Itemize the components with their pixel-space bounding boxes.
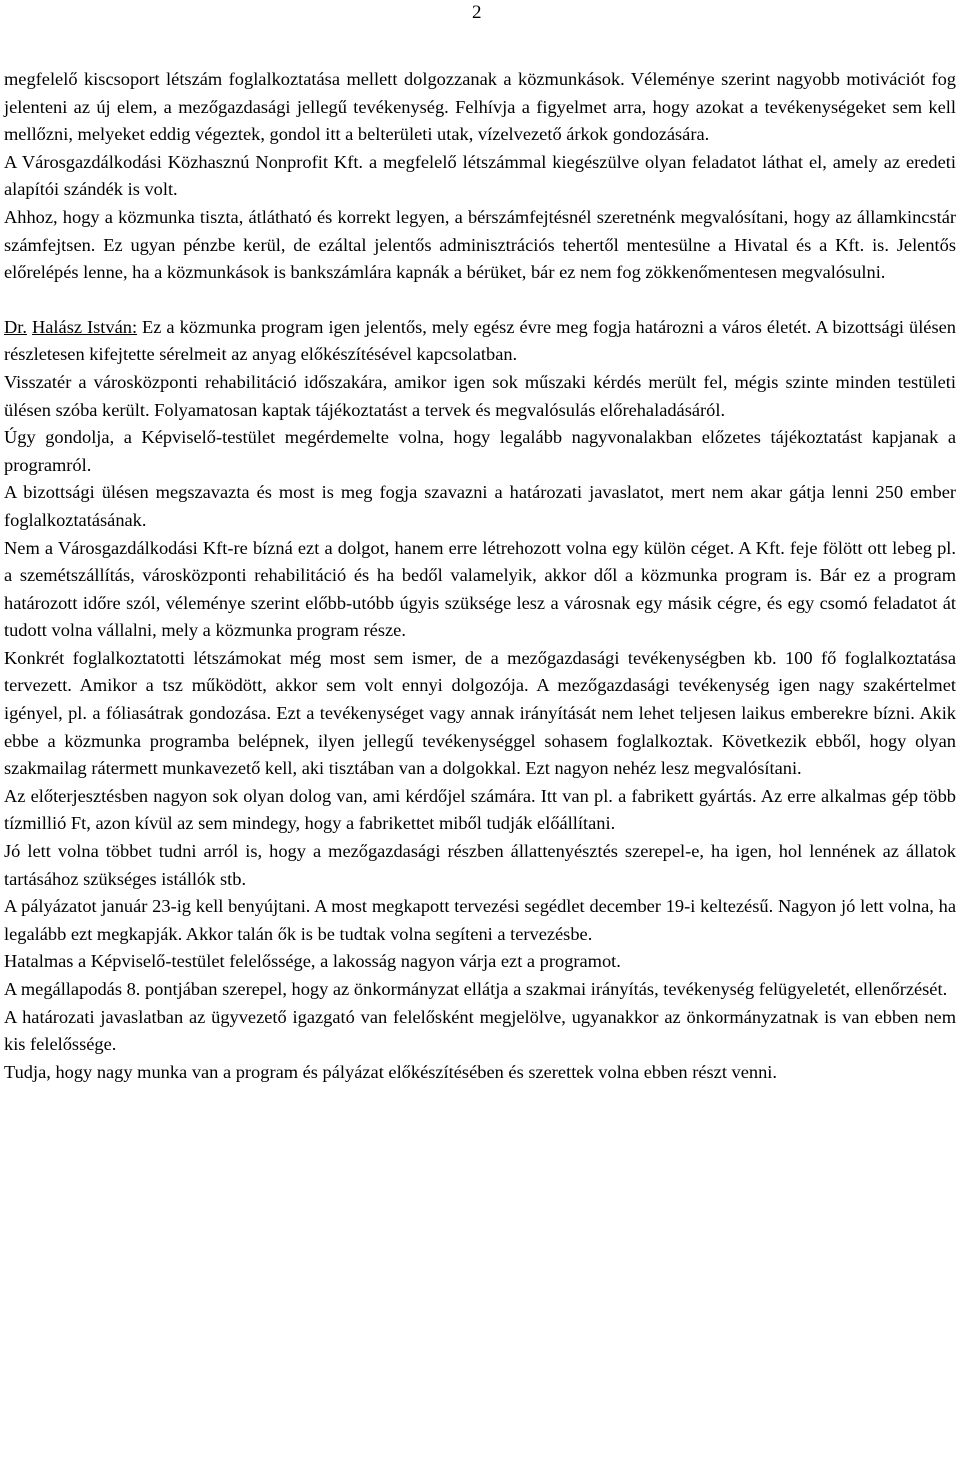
paragraph: Visszatér a városközponti rehabilitáció időszakára, amikor igen sok műszaki kérdés merült fel, mégis szinte minden testületi ülésen szóba került. Folyamatosan kaptak tájékoztatást a tervek és megvalósulás előrehaladásáról.	[4, 371, 956, 420]
paragraph: Jó lett volna többet tudni arról is, hogy a mezőgazdasági részben állattenyésztés szerepel-e, ha igen, hol lennének az állatok tartásához szükséges istállók stb.	[4, 841, 956, 889]
speaker-title: Dr.	[4, 316, 27, 337]
paragraph: Úgy gondolja, a Képviselő-testület megérdemelte volna, hogy legalább nagyvonalakban előzetes tájékoztatást kapjanak a programról.	[4, 427, 956, 475]
document-body	[4, 66, 956, 1086]
paragraph: Nem a Városgazdálkodási Kft-re bízná ezt a dolgot, hanem erre létrehozott volna egy külön céget. A Kft. feje fölött ott lebeg pl. a szemétszállítás, városközponti rehabilitáció és ha bedől valamelyik, akkor dől a közmunka program is. Bár ez a program határozott időre szól, véleménye szerint előbb-utóbb úgyis szüksége lesz a városnak egy másik cégre, és egy csomó feladatot át tudott volna vállalni, mely a közmunka program része.	[4, 537, 956, 641]
speaker-text: Ez a közmunka program igen jelentős, mely egész évre meg fogja határozni a város életét. A bizottsági ülésen részletesen kifejtette sérelmeit az anyag előkészítésével kapcsolatban.	[4, 316, 956, 365]
paragraph: Konkrét foglalkoztatotti létszámokat még most sem ismer, de a mezőgazdasági tevékenységben kb. 100 fő foglalkoztatása tervezett. Amikor a tsz működött, akkor sem volt ennyi dolgozója. A mezőgazdasági tevékenység igen nagy szakértelmet igényel, pl. a fóliasátrak gondozása. Ezt a tevékenységet vagy annak irányítását nem lehet teljesen laikus emberekre bízni. Akik ebbe a közmunka programba belépnek, ilyen jellegű tevékenységgel sohasem foglalkoztak. Következik ebből, hogy olyan szakmailag rátermett munkavezető kell, aki tisztában van a dolgokkal. Ezt nagyon nehéz lesz megvalósítani.	[4, 647, 956, 779]
paragraph: A megállapodás 8. pontjában szerepel, hogy az önkormányzat ellátja a szakmai irányítás, tevékenység felügyeletét, ellenőrzését.	[4, 979, 948, 999]
paragraph: Tudja, hogy nagy munka van a program és pályázat előkészítésében és szerettek volna ebben részt venni.	[4, 1061, 777, 1082]
paragraph: A Városgazdálkodási Közhasznú Nonprofit Kft. a megfelelő létszámmal kiegészülve olyan feladatot láthat el, amely az eredeti alapítói szándék is volt.	[4, 151, 956, 200]
paragraph: A bizottsági ülésen megszavazta és most is meg fogja szavazni a határozati javaslatot, mert nem akar gátja lenni 250 ember foglalkoztatásának.	[4, 482, 956, 530]
paragraph: megfelelő kiscsoport létszám foglalkoztatása mellett dolgozzanak a közmunkások. Véleménye szerint nagyobb motivációt fog jelenteni az új elem, a mezőgazdasági jellegű tevékenység. Felhívja a figyelmet arra, hogy azokat a tevékenységeket sem kell mellőzni, melyeket eddig végeztek, gondol itt a belterületi utak, vízelvezető árkok gondozására.	[4, 69, 956, 145]
paragraph: A pályázatot január 23-ig kell benyújtani. A most megkapott tervezési segédlet december 19-i keltezésű. Nagyon jó lett volna, ha legalább ezt megkapják. Akkor talán ők is be tudtak volna segíteni a tervezésbe.	[4, 896, 956, 944]
page-number: 2	[472, 2, 482, 23]
paragraph: Hatalmas a Képviselő-testület felelőssége, a lakosság nagyon várja ezt a programot.	[4, 951, 621, 972]
speaker-name: Halász István:	[31, 316, 138, 337]
paragraph: Az előterjesztésben nagyon sok olyan dolog van, ami kérdőjel számára. Itt van pl. a fabrikett gyártás. Az erre alkalmas gép több tízmillió Ft, azon kívül az sem mindegy, hogy a fabrikettet miből tudják előállítani.	[4, 785, 956, 834]
paragraph: Ahhoz, hogy a közmunka tiszta, átlátható és korrekt legyen, a bérszámfejtésnél szeretnénk megvalósítani, hogy az államkincstár számfejtsen. Ez ugyan pénzbe kerül, de ezáltal jelentős adminisztrációs tehertől mentesülne a Hivatal és a Kft. is. Jelentős előrelépés lenne, ha a közmunkások is bankszámlára kapnák a bérüket, bár ez nem fog zökkenőmentesen megvalósulni.	[4, 206, 956, 283]
speaker-paragraph	[4, 314, 956, 369]
paragraph: A határozati javaslatban az ügyvezető igazgató van felelősként megjelölve, ugyanakkor az önkormányzatnak is van ebben nem kis felelőssége.	[4, 1006, 956, 1055]
